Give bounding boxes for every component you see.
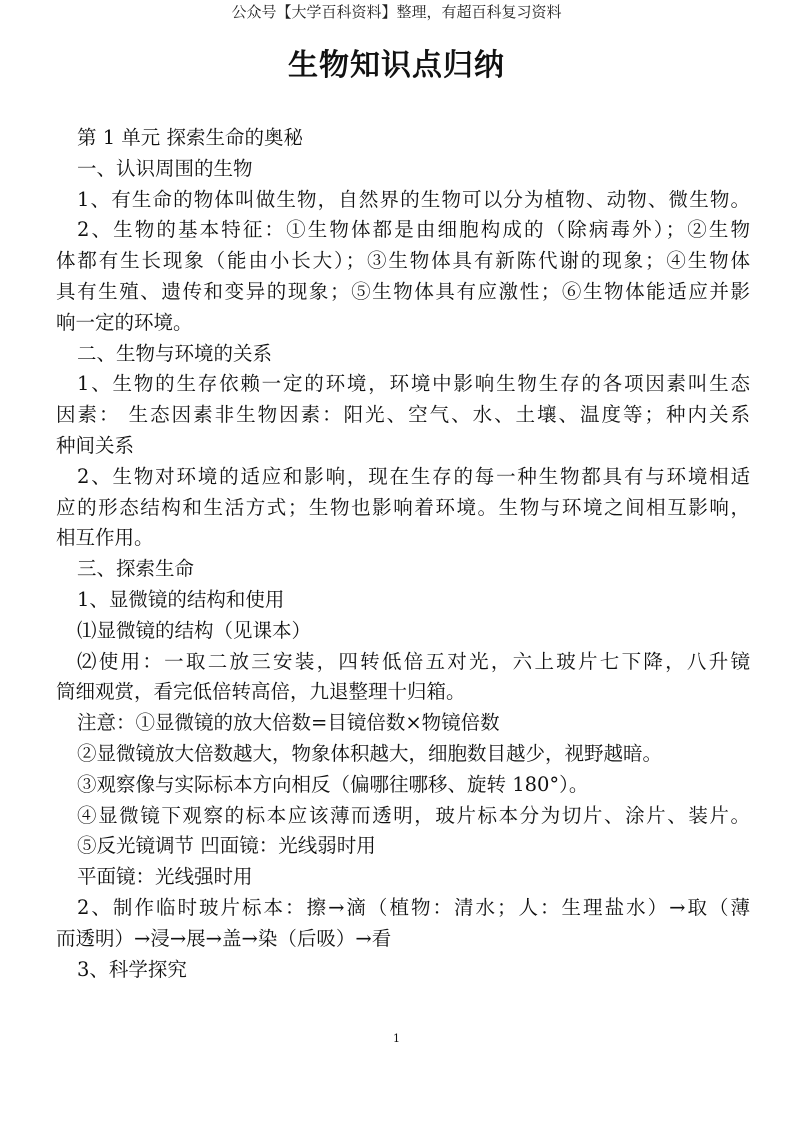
page-header: 公众号【大学百科资料】整理，有超百科复习资料	[231, 3, 562, 21]
text-line: 注意：①显微镜的放大倍数=目镜倍数×物镜倍数	[77, 711, 500, 735]
text-line: 1、显微镜的结构和使用	[77, 587, 285, 611]
text-line: 3、科学探究	[77, 957, 187, 981]
text-line: 1、生物的生存依赖一定的环境，环境中影响生物生存的各项因素叫生态	[77, 372, 750, 396]
text-line: ⑵使用：一取二放三安装，四转低倍五对光，六上玻片七下降，八升镜	[77, 649, 750, 673]
text-line: 2、生物对环境的适应和影响，现在生存的每一种生物都具有与环境相适	[77, 464, 750, 488]
text-line: 应的形态结构和生活方式；生物也影响着环境。生物与环境之间相互影响，	[56, 495, 750, 519]
text-line: 2、生物的基本特征：①生物体都是由细胞构成的（除病毒外）；②生物	[77, 218, 750, 242]
text-line: 体都有生长现象（能由小长大）；③生物体具有新陈代谢的现象；④生物体	[56, 249, 750, 273]
text-line: 一、认识周围的生物	[77, 156, 253, 180]
text-line: 第 1 单元 探索生命的奥秘	[77, 126, 304, 149]
text-line: 2、制作临时玻片标本：擦→滴（植物：清水；人：生理盐水）→取（薄	[77, 895, 750, 919]
text-line: 1、有生命的物体叫做生物，自然界的生物可以分为植物、动物、微生物。	[77, 187, 750, 211]
document-title: 生物知识点归纳	[288, 48, 505, 83]
page-number: 1	[393, 1032, 400, 1045]
text-line: 种间关系	[56, 433, 135, 457]
text-line: 三、探索生命	[77, 557, 195, 581]
text-line: ③观察像与实际标本方向相反（偏哪往哪移、旋转 180°）。	[77, 772, 589, 796]
text-line: 而透明）→浸→展→盖→染（后吸）→看	[56, 926, 392, 950]
text-line: 相互作用。	[56, 526, 154, 550]
text-line: ②显微镜放大倍数越大，物象体积越大，细胞数目越少，视野越暗。	[77, 741, 663, 765]
text-line: 具有生殖、遗传和变异的现象；⑤生物体具有应激性；⑥生物体能适应并影	[56, 279, 750, 303]
document-body	[56, 123, 750, 985]
text-line: 响一定的环境。	[56, 310, 193, 334]
text-line: ⑴显微镜的结构（见课本）	[77, 618, 312, 642]
text-line: 平面镜：光线强时用	[77, 865, 253, 889]
text-line: ⑤反光镜调节 凹面镜：光线弱时用	[77, 834, 376, 858]
text-line: 筒细观赏，看完低倍转高倍，九退整理十归箱。	[56, 680, 466, 704]
text-line: 因素： 生态因素非生物因素：阳光、空气、水、土壤、温度等；种内关系	[56, 403, 750, 427]
text-line: 二、生物与环境的关系	[77, 341, 273, 365]
text-line: ④显微镜下观察的标本应该薄而透明，玻片标本分为切片、涂片、装片。	[77, 803, 750, 827]
